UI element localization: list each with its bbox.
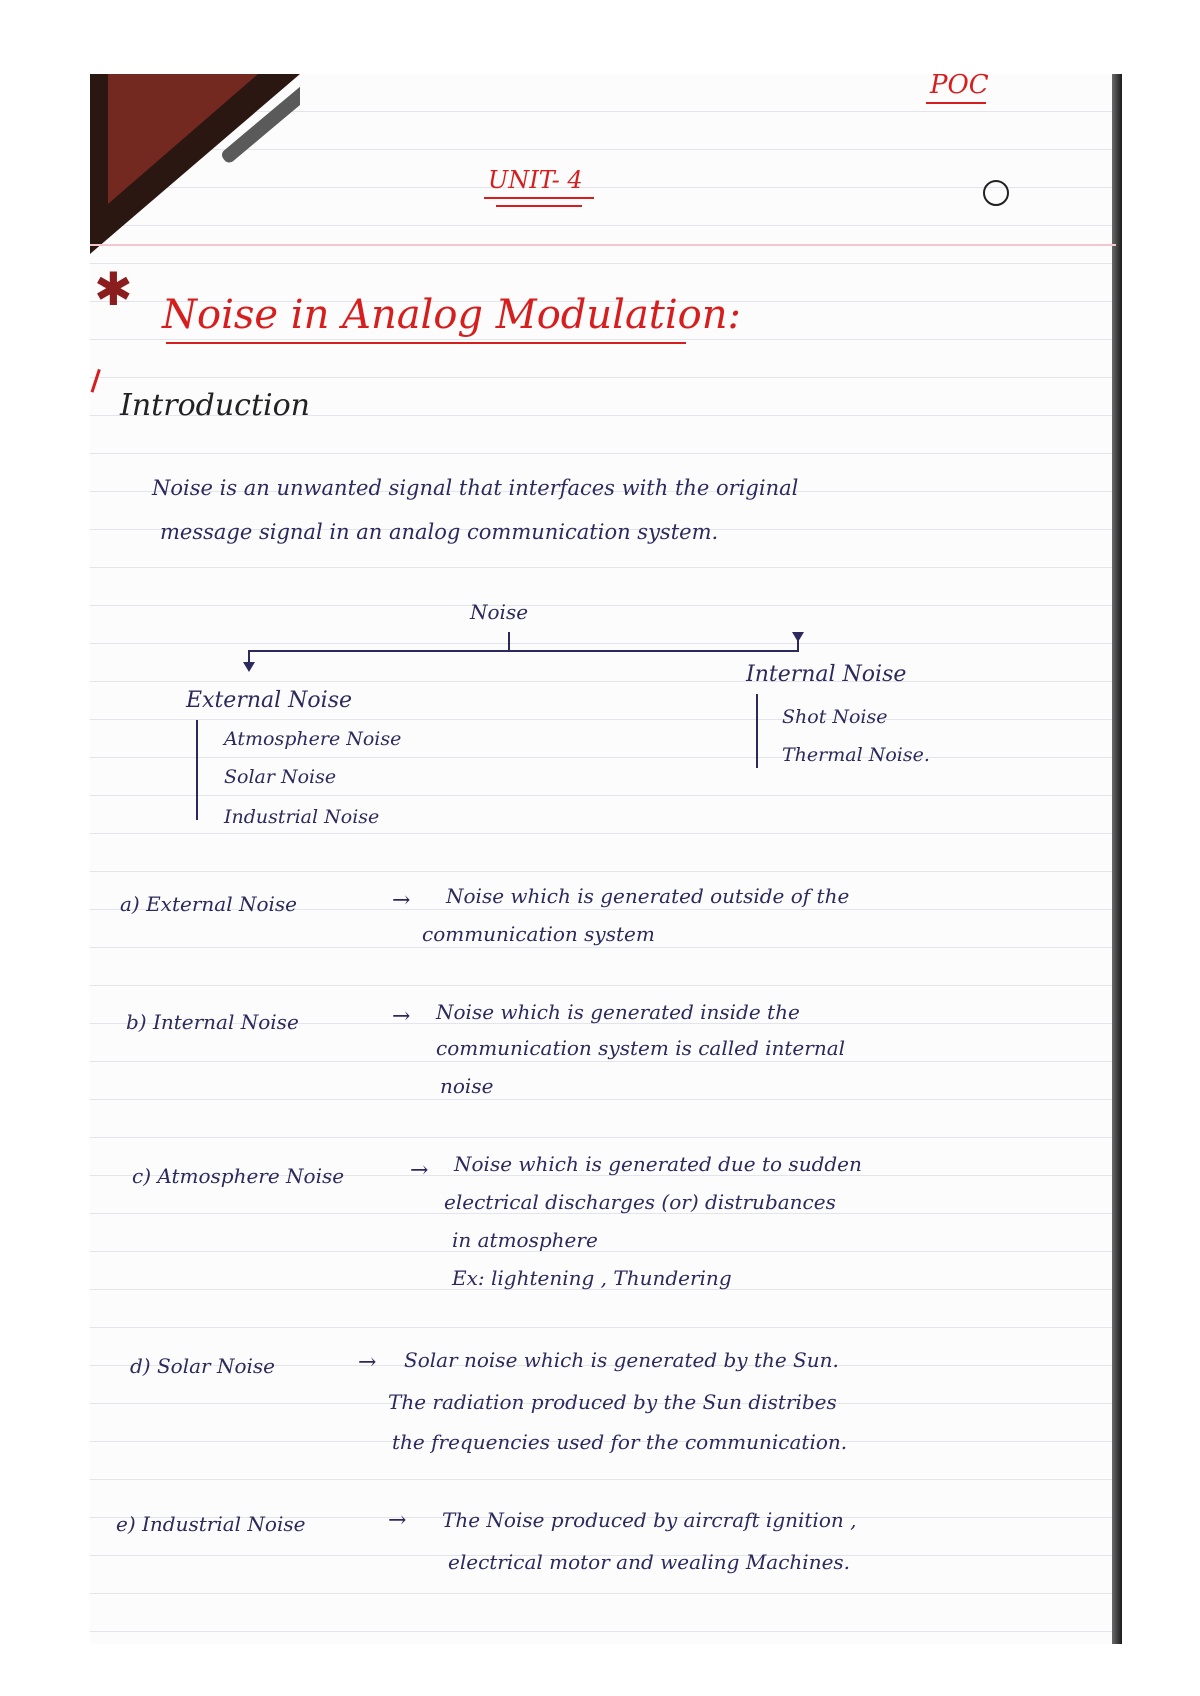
external-list-line — [196, 720, 198, 820]
definition-line: Noise which is generated due to sudden — [454, 1152, 862, 1176]
star-icon: ✱ — [94, 262, 133, 316]
intro-line-1: Noise is an unwanted signal that interfaces with the original — [152, 476, 799, 500]
arrow-down-icon — [243, 662, 255, 672]
arrow-right-icon: → — [388, 1508, 407, 1533]
unit-underline — [484, 197, 594, 199]
external-item: Solar Noise — [224, 766, 337, 788]
definition-label: a) External Noise — [120, 892, 297, 916]
subject-label: POC — [930, 70, 989, 100]
definition-label: d) Solar Noise — [130, 1354, 275, 1378]
external-item: Atmosphere Noise — [224, 728, 402, 750]
definition-line: Noise which is generated outside of the — [446, 884, 850, 908]
internal-list-line — [756, 694, 758, 768]
page-title: Noise in Analog Modulation: — [162, 292, 741, 338]
internal-item: Shot Noise — [782, 706, 888, 728]
arrow-down-icon — [792, 632, 804, 642]
arrow-right-icon: → — [358, 1350, 377, 1375]
definition-line: communication system — [422, 922, 655, 946]
definition-line: the frequencies used for the communication. — [392, 1430, 848, 1454]
page-corner-pen — [90, 74, 300, 254]
definition-line: noise — [440, 1074, 494, 1098]
intro-line-2: message signal in an analog communication system. — [160, 520, 719, 544]
unit-heading: UNIT- 4 — [488, 166, 583, 194]
arrow-right-icon: → — [410, 1158, 429, 1183]
external-noise-label: External Noise — [186, 688, 352, 713]
intro-heading: Introduction — [120, 388, 310, 423]
title-underline — [166, 342, 686, 344]
definition-line: The radiation produced by the Sun distribes — [388, 1390, 837, 1414]
external-item: Industrial Noise — [224, 806, 380, 828]
definition-line: Solar noise which is generated by the Sun. — [404, 1348, 839, 1372]
unit-underline-2 — [496, 205, 582, 207]
tree-root-stem — [508, 632, 510, 652]
arrow-right-icon: → — [392, 1004, 411, 1029]
internal-item: Thermal Noise. — [782, 744, 930, 766]
definition-line: Ex: lightening , Thundering — [452, 1266, 732, 1290]
definition-line: The Noise produced by aircraft ignition , — [442, 1508, 857, 1532]
definition-label: b) Internal Noise — [126, 1010, 299, 1034]
definition-line: electrical motor and wealing Machines. — [448, 1550, 851, 1574]
definition-line: Noise which is generated inside the — [436, 1000, 800, 1024]
definition-label: c) Atmosphere Noise — [132, 1164, 345, 1188]
subject-underline — [926, 102, 986, 104]
tree-root: Noise — [470, 600, 529, 624]
definition-line: electrical discharges (or) distrubances — [444, 1190, 836, 1214]
page-edge-shadow — [1112, 74, 1122, 1644]
page-number-circle — [983, 180, 1009, 206]
internal-noise-label: Internal Noise — [746, 662, 907, 687]
arrow-right-icon: → — [392, 888, 411, 913]
definition-label: e) Industrial Noise — [116, 1512, 306, 1536]
definition-line: communication system is called internal — [436, 1036, 846, 1060]
definition-line: in atmosphere — [452, 1228, 598, 1252]
tree-branch-line — [248, 650, 798, 652]
margin-line — [90, 244, 1116, 246]
